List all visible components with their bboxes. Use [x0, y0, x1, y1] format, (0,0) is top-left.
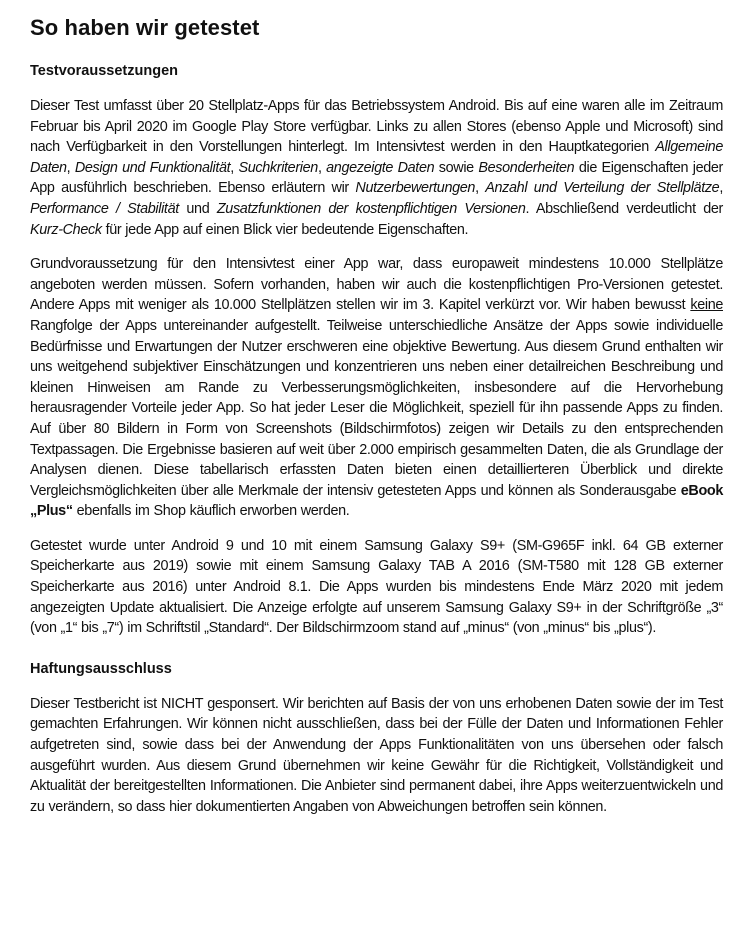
text-run: Dieser Testbericht ist NICHT gesponsert. Wir berichten auf Basis der von uns erhobenen Daten sowie der im Test gemachten Erfahrungen. Wir können nicht ausschließen, dass bei der Fülle der Daten und Informationen Fehler aufgetreten sind, sowie dass bei der Anwendung der Apps Funktionalitäten von uns übersehen oder falsch ausgeführt wurden. Aus diesem Grund übernehmen wir keine Gewähr für die Richtigkeit, Vollständigkeit und Aktualität der bereitgestellten Informationen. Die Anbieter sind permanent dabei, ihre Apps weiterzuentwickeln und zu verändern, so dass hier dokumentierten Angaben von Abweichungen betroffen sein können.: [30, 695, 723, 815]
italic-term: Nutzerbewertungen: [355, 180, 476, 197]
text-run: sowie: [434, 159, 479, 176]
text-run: Rangfolge der Apps untereinander aufgestellt. Teilweise unterschiedliche Ansätze der Apps sowie individuelle Bedürfnisse und Erwartungen der Nutzer erschweren eine objektive Bewertung. Aus diesem Grund enthalten wir uns weitgehend subjektiver Einschätzungen und konzentrieren uns neben einer detailreichen Beschreibung und kleinen Hinweisen am Rande zu Verbesserungsmöglichkeiten, insbesondere auf die Hervorhebung herausragender Vorteile jeder App. So hat jeder Leser die Möglichkeit, speziell für ihn passende Apps zu finden. Auf über 80 Bildern in Form von Screenshots (Bildschirmfotos) zeigen wir Details zu den entsprechenden Textpassagen. Die Ergebnisse basieren auf weit über 2.000 empirisch gesammelten Daten, die als Grundlage der Analysen dienen. Diese tabellarisch erfassten Daten bieten einen detaillierteren Überblick und direkte Vergleichsmöglichkeiten über alle Merkmale der intensiv getesteten Apps und können als Sonderausgabe: [30, 317, 723, 499]
text-run: ,: [475, 180, 486, 197]
text-run: ,: [317, 159, 327, 176]
text-run: ,: [66, 159, 75, 176]
text-run: Dieser Test umfasst über 20 Stellplatz-Apps für das Betriebssystem Android. Bis auf eine waren alle im Zeitraum Februar bis April 2020 im Google Play Store verfügbar. Links zu allen Stores (ebenso Apple und Microsoft) sind nach Verfügbarkeit in den Vorstellungen hinterlegt. Im Intensivtest werden in den Hauptkategorien: [30, 98, 723, 156]
italic-term: Kurz-Check: [30, 221, 102, 238]
italic-term: Design und Funktionalität: [74, 159, 231, 176]
underlined-emphasis: keine: [690, 297, 723, 314]
italic-term: angezeigte Daten: [326, 159, 435, 176]
italic-term: Suchkriterien: [238, 159, 318, 176]
paragraph-test-devices: [30, 536, 723, 639]
italic-term: Zusatzfunktionen der kostenpflichtigen Versionen: [216, 200, 526, 217]
text-run: für jede App auf einen Blick vier bedeutende Eigenschaften.: [101, 221, 469, 238]
text-run: Getestet wurde unter Android 9 und 10 mit einem Samsung Galaxy S9+ (SM-G965F inkl. 64 GB externer Speicherkarte aus 2019) sowie mit einem Samsung Galaxy TAB A 2016 (SM-T580 mit 128 GB externer Speicherkarte aus 2016) unter Android 8.1. Die Apps wurden bis mindestens Ende März 2020 mit jedem angezeigten Update aktualisiert. Die Anzeige erfolgte auf unserem Samsung Galaxy S9+ in der Schriftgröße „3“ (von „1“ bis „7“) im Schriftstil „Standard“. Der Bildschirmzoom stand auf „minus“ (von „minus“ bis „plus“).: [30, 537, 723, 637]
italic-term: Besonderheiten: [478, 159, 575, 176]
paragraph-disclaimer: [30, 694, 723, 818]
section-heading-testvoraussetzungen: Testvoraussetzungen: [30, 63, 178, 79]
paragraph-basic-requirements: [30, 254, 723, 522]
paragraph-test-scope: [30, 96, 723, 240]
text-run: und: [178, 200, 217, 217]
text-run: . Abschließend verdeutlicht der: [525, 200, 723, 217]
italic-term: Anzahl und Verteilung der Stellplätze: [485, 180, 720, 197]
text-run: Grundvoraussetzung für den Intensivtest einer App war, dass europaweit mindestens 10.000 Stellplätze angeboten werden müssen. Sofern vorhanden, haben wir auch die kostenpflichtigen Pro-Versionen getestet. Andere Apps mit weniger als 10.000 Stellplätzen stellen wir im 3. Kapitel verkürzt vor. Wir haben bewusst: [30, 256, 723, 314]
italic-term: Performance / Stabilität: [30, 200, 179, 217]
italic-term: Allgemeine Daten: [30, 139, 723, 176]
ebook-plus-highlight: eBook „Plus“: [30, 482, 723, 520]
text-run: ,: [230, 159, 239, 176]
text-run: ,: [719, 180, 723, 197]
section-heading-haftungsausschluss: Haftungsausschluss: [30, 660, 172, 677]
text-run: ebenfalls im Shop käuflich erworben werden.: [72, 503, 350, 520]
page-title: So haben wir getestet: [30, 15, 260, 40]
text-run: die Eigenschaften jeder App ausführlich beschrieben. Ebenso erläutern wir: [30, 159, 723, 197]
